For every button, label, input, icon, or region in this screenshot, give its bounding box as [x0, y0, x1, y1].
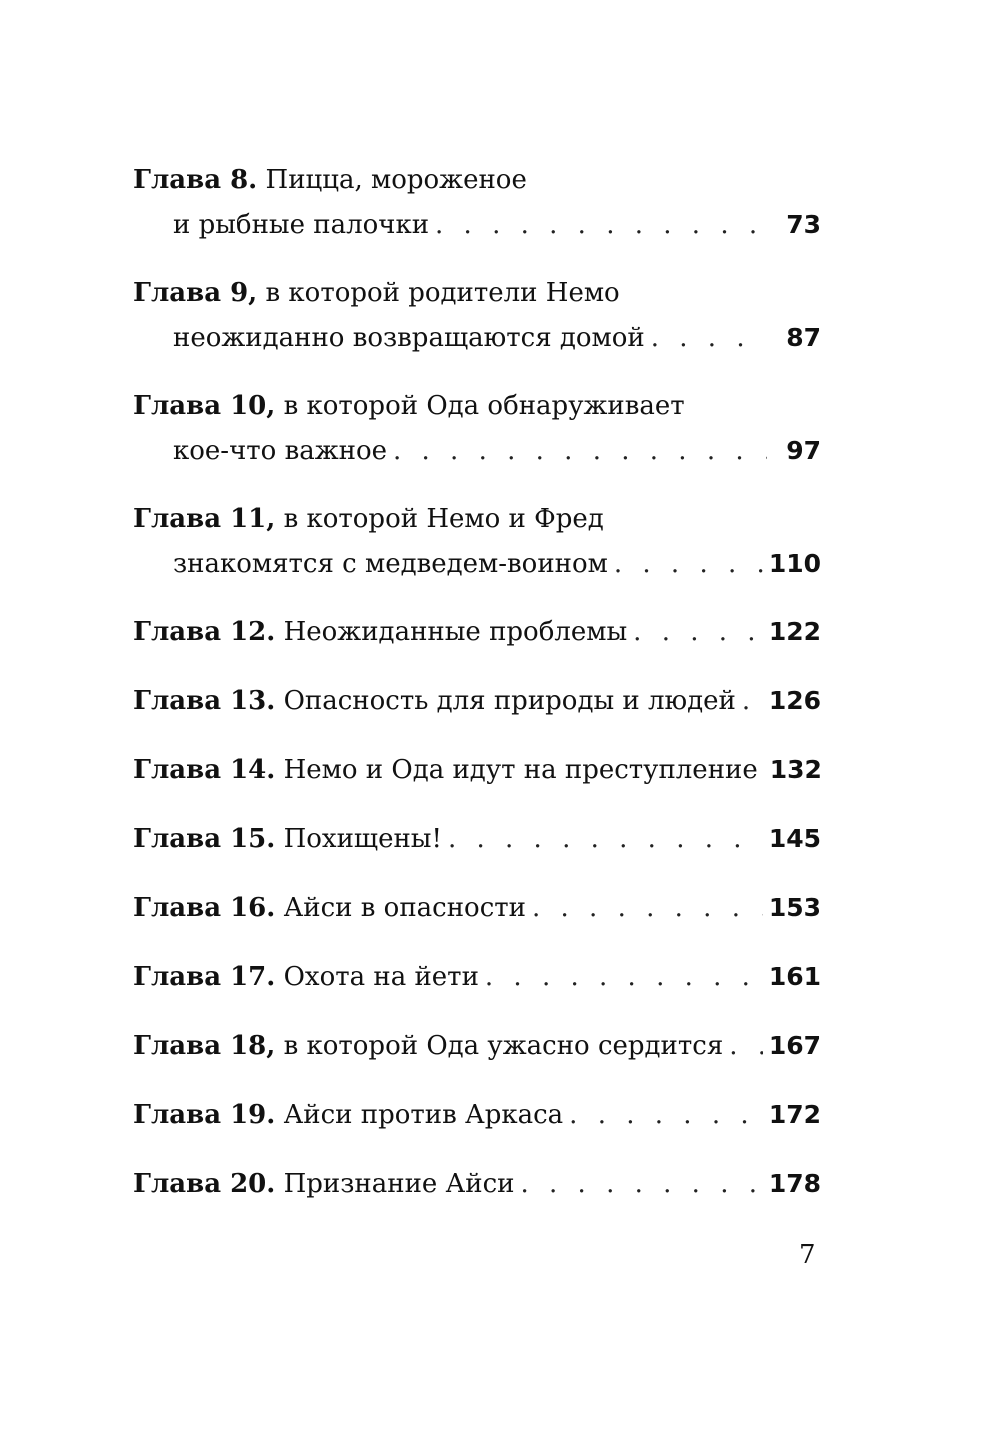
chapter-label: Глава 20.: [133, 1169, 276, 1199]
toc-entry[interactable]: [133, 1093, 821, 1137]
chapter-title: в которой Немо и Фред: [283, 504, 604, 534]
page-number: 145: [768, 824, 821, 853]
chapter-title: Айси в опасности: [283, 893, 526, 923]
chapter-title: Пицца, мороженое: [265, 165, 527, 195]
dot-leader: [729, 1024, 763, 1068]
page-number: 97: [786, 436, 821, 465]
toc-entry[interactable]: [133, 497, 821, 586]
chapter-label: Глава 19.: [133, 1100, 276, 1130]
chapter-label: Глава 10,: [133, 391, 276, 421]
toc-entry[interactable]: [133, 1024, 821, 1068]
chapter-title: Охота на йети: [283, 962, 479, 992]
page-number: 178: [768, 1169, 821, 1198]
chapter-label: Глава 9,: [133, 278, 258, 308]
page-number: 132: [769, 755, 822, 784]
toc-entry[interactable]: [133, 886, 821, 930]
chapter-label: Глава 13.: [133, 686, 276, 716]
dot-leader: [485, 955, 763, 999]
chapter-title: Опасность для природы и людей: [283, 686, 736, 716]
dot-leader: [742, 679, 763, 723]
dot-leader: [520, 1162, 762, 1206]
toc-entry[interactable]: [133, 679, 821, 723]
toc-entry[interactable]: [133, 817, 821, 861]
toc-entry[interactable]: [133, 748, 821, 792]
chapter-title: Неожиданные проблемы: [283, 617, 628, 647]
dot-leader: [393, 429, 767, 473]
dot-leader: [435, 203, 767, 247]
page-number: 122: [768, 617, 821, 646]
chapter-title: в которой родители Немо: [265, 278, 620, 308]
chapter-title-continued: знакомятся с медведем-воином: [173, 549, 608, 579]
page-number: 167: [768, 1031, 821, 1060]
dot-leader: [614, 542, 763, 586]
dot-leader: [532, 886, 763, 930]
chapter-title: в которой Ода обнаруживает: [283, 391, 685, 421]
dot-leader: [651, 316, 767, 360]
toc-entry[interactable]: [133, 271, 821, 360]
chapter-label: Глава 18,: [133, 1031, 276, 1061]
chapter-title: Немо и Ода идут на преступление: [283, 755, 758, 785]
toc-entry[interactable]: [133, 1162, 821, 1206]
page-number: 73: [786, 210, 821, 239]
page-number: 153: [768, 893, 821, 922]
chapter-label: Глава 14.: [133, 755, 276, 785]
dot-leader: [633, 610, 763, 654]
page-number: 110: [768, 549, 821, 578]
toc-entry[interactable]: [133, 384, 821, 473]
dot-leader: [569, 1093, 763, 1137]
chapter-title-continued: и рыбные палочки: [173, 210, 430, 240]
chapter-title: Похищены!: [283, 824, 442, 854]
chapter-title: в которой Ода ужасно сердится: [283, 1031, 724, 1061]
page-number: 87: [786, 323, 821, 352]
chapter-label: Глава 17.: [133, 962, 276, 992]
page-folio-number: 7: [799, 1240, 816, 1270]
chapter-label: Глава 12.: [133, 617, 276, 647]
chapter-title-continued: неожиданно возвращаются домой: [173, 323, 645, 353]
chapter-label: Глава 8.: [133, 165, 258, 195]
toc-entry[interactable]: [133, 158, 821, 247]
page-number: 126: [768, 686, 821, 715]
page-number: 161: [768, 962, 821, 991]
chapter-label: Глава 16.: [133, 893, 276, 923]
chapter-title-continued: кое-что важное: [173, 436, 387, 466]
chapter-label: Глава 11,: [133, 504, 276, 534]
chapter-label: Глава 15.: [133, 824, 276, 854]
page-number: 172: [768, 1100, 821, 1129]
table-of-contents: [133, 158, 821, 1231]
chapter-title: Признание Айси: [283, 1169, 515, 1199]
toc-entry[interactable]: [133, 955, 821, 999]
toc-entry[interactable]: [133, 610, 821, 654]
dot-leader: [448, 817, 763, 861]
chapter-title: Айси против Аркаса: [283, 1100, 564, 1130]
